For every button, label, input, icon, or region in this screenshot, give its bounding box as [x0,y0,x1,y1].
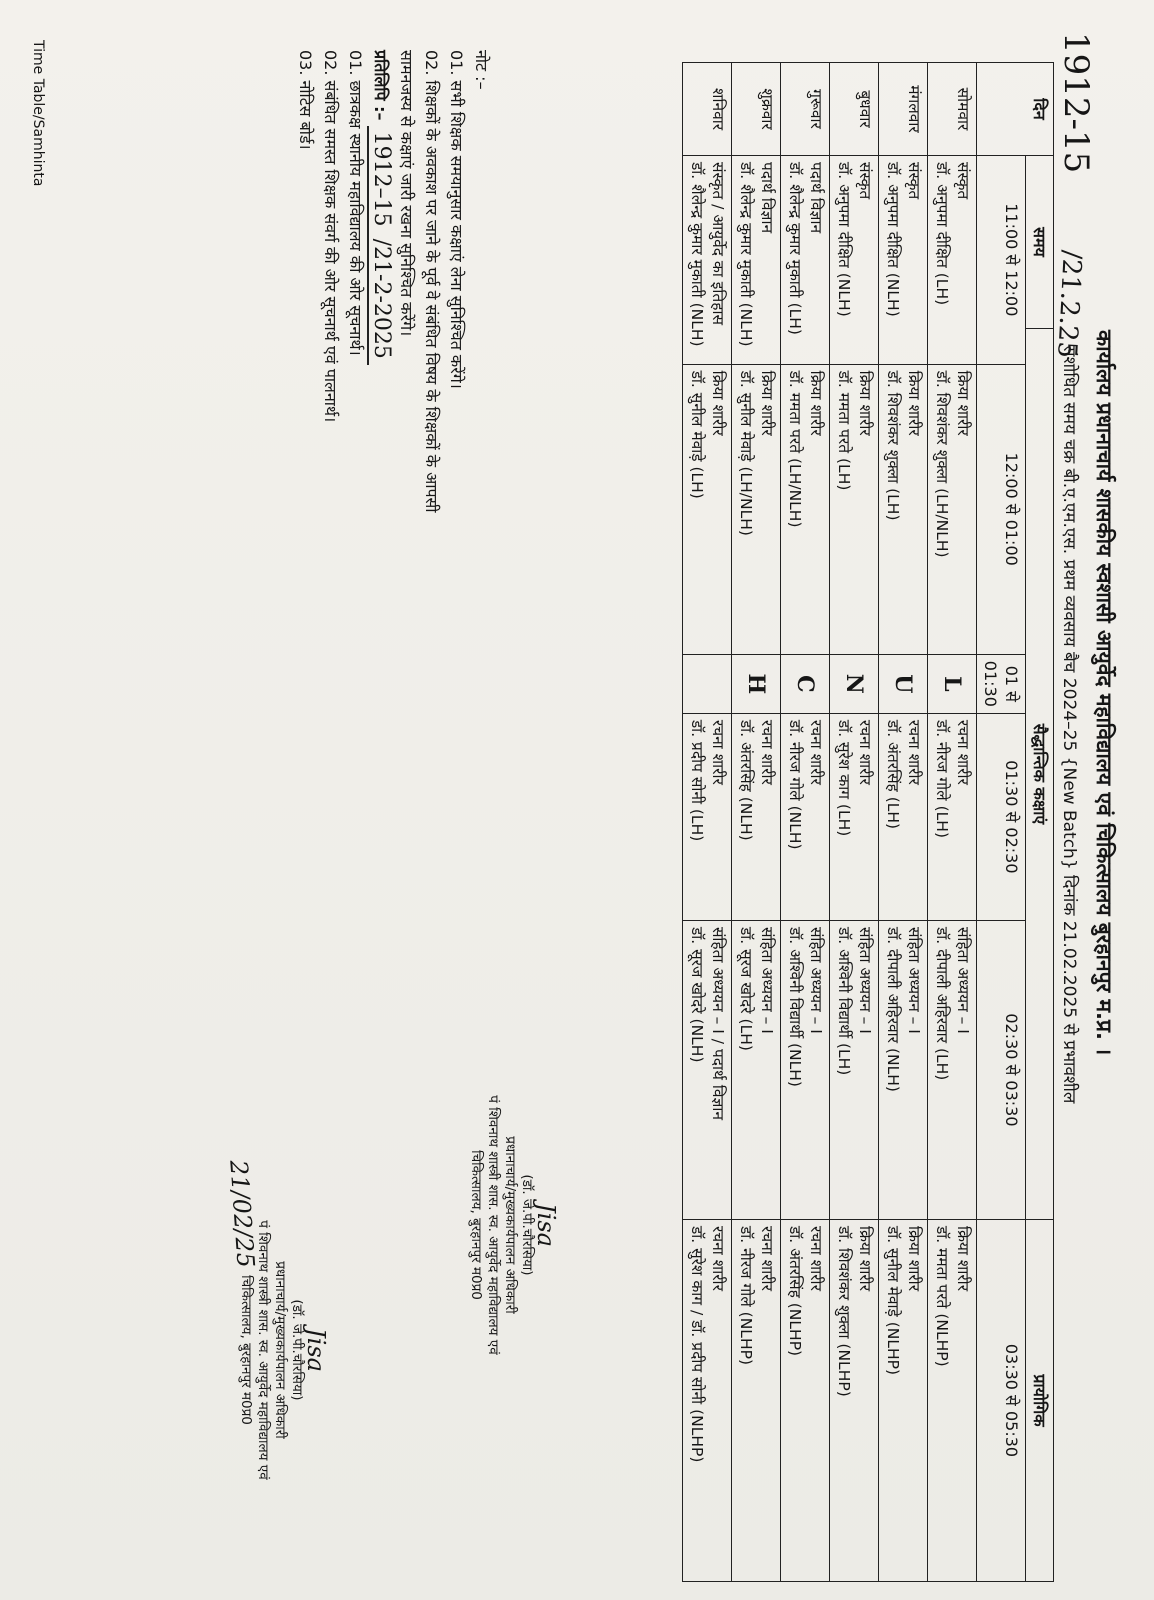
class-cell [928,713,977,920]
practical-cell [683,1219,732,1581]
teacher: डॉ. दीपाली अहिरवार (NLH) [884,926,902,1092]
subject: रचना शारीर [758,1225,776,1291]
handwritten-reference-number: 1912-15 [1056,32,1096,174]
signatory-name: (डॉ. जे.पी.चौरसिया) [289,1299,305,1401]
theory-group-header: सैद्धान्तिक कक्षाएं [1026,329,1054,1220]
teacher: डॉ. अनुपमा दीक्षित (LH) [933,162,951,306]
teacher: डॉ. शिवशंकर शुक्ला (NLHP) [835,1225,853,1397]
subject: संहिता अध्ययन – I / पदार्थ विज्ञान [709,926,727,1121]
class-cell [830,364,879,654]
day-cell: मंगलवार [879,63,928,156]
day-cell: शनिवार [683,63,732,156]
time-slot-header: 12:00 से 01:00 [977,364,1026,654]
practical-group-header: प्रायोगिक [1026,1219,1054,1581]
time-slot-header: 02:30 से 03:30 [977,920,1026,1219]
signatory-designation: प्रधानाचार्य/मुख्यकार्यपालन अधिकारी [502,1136,518,1314]
subject: संस्कृत [905,162,923,200]
signature-mark: Jisa [302,1328,330,1372]
lunch-letter: H [732,654,781,713]
copy-handwritten-ref: 1912–15 [367,126,394,233]
teacher: डॉ. दीपाली अहिरवार (LH) [933,926,951,1081]
subject: रचना शारीर [905,719,923,785]
note-item: सामनजस्य से कक्षाएं जारी रखना सुनिश्चित करेंगे। [397,50,416,337]
teacher: डॉ. ममता परते (LH) [835,370,853,491]
class-cell [879,156,928,365]
teacher: डॉ. अंतरसिंह (LH) [884,719,902,830]
note-item: 02. शिक्षकों के अवकाश पर जाने के पूर्व वे संबंधित विषय के शिक्षकों के आपसी [422,50,441,513]
teacher: डॉ. सुनील मेवाड़े (NLHP) [884,1225,902,1376]
signatory-org: चिकित्सालय, बुरहानपुर म0प्र0 [238,1275,254,1425]
practical-cell [781,1219,830,1581]
day-cell: बुधवार [830,63,879,156]
subject: रचना शारीर [709,1225,727,1291]
teacher: डॉ. शिवशंकर शुक्ला (LH) [884,370,902,521]
subject: संहिता अध्ययन – I [905,926,923,1034]
teacher: डॉ. अंतरसिंह (NLHP) [786,1225,804,1357]
table-row [830,63,879,1582]
class-cell [732,713,781,920]
class-cell [781,156,830,365]
footer-label: Time Table/Samhinta [30,40,46,187]
teacher: डॉ. अनुपमा दीक्षित (NLH) [835,162,853,317]
subject: पदार्थ विज्ञान [807,162,825,234]
subject: संहिता अध्ययन – I [856,926,874,1034]
table-row [781,63,830,1582]
note-item: 01. सभी शिक्षक समयानुसार कक्षाएं लेना सुनिश्चित करेंगे। [447,50,466,389]
class-cell [781,713,830,920]
table-row [683,63,732,1582]
day-cell: सोमवार [928,63,977,156]
copy-label: प्रतिलिपि :– [371,50,390,121]
subject: संस्कृत / आयुर्वेद का इतिहास [709,162,727,325]
class-cell [879,920,928,1219]
signature-block-1 [467,1060,560,1390]
teacher: डॉ. शैलेन्द्र कुमार मुकाती (NLH) [737,162,755,347]
day-cell: शुक्रवार [732,63,781,156]
class-cell [830,713,879,920]
time-slot-header: 03:30 से 05:30 [977,1219,1026,1581]
teacher: डॉ. सुरेश काग / डॉ. प्रदीप सोनी (NLHP) [688,1225,706,1463]
teacher: डॉ. नीरज गोले (LH) [933,719,951,838]
table-header-row [1026,63,1054,1582]
subject: रचना शारीर [807,719,825,785]
signatory-org: पं शिवनाथ शास्त्री शास. स्व. आयुर्वेद महाविद्यालय एवं [485,1095,501,1355]
lunch-letter: L [928,654,977,713]
class-cell [781,920,830,1219]
lunch-letter: U [879,654,928,713]
subject: क्रिया शारीर [905,1225,923,1292]
class-cell [879,364,928,654]
timetable-table [682,62,1054,1582]
teacher: डॉ. नीरज गोले (NLHP) [737,1225,755,1365]
class-cell [781,364,830,654]
class-cell [830,156,879,365]
subject: क्रिया शारीर [954,370,972,436]
subject: क्रिया शारीर [856,1225,874,1292]
subject: रचना शारीर [807,1225,825,1291]
teacher: डॉ. सुरेश काग (LH) [835,719,853,837]
teacher: डॉ. ममता परते (LH/NLH) [786,370,804,528]
table-row [732,63,781,1582]
subject: संहिता अध्ययन – I [807,926,825,1034]
subject: क्रिया शारीर [954,1225,972,1292]
lunch-time-header: 01 से 01:30 [977,654,1026,713]
subject: क्रिया शारीर [905,370,923,436]
teacher: डॉ. ममता परते (NLHP) [933,1225,951,1367]
practical-cell [879,1219,928,1581]
signatory-designation: प्रधानाचार्य/मुख्यकार्यपालन अधिकारी [272,1261,288,1439]
teacher: डॉ. अश्विनी विद्यार्थी (LH) [835,926,853,1076]
class-cell [683,920,732,1219]
signature-mark: Jisa [532,1203,560,1247]
class-cell [732,156,781,365]
time-slot-header: 11:00 से 12:00 [977,156,1026,365]
teacher: डॉ. अश्विनी विद्यार्थी (NLH) [786,926,804,1087]
teacher: डॉ. सूरज खोदरे (NLH) [688,926,706,1063]
lunch-cell-empty [683,654,732,713]
signature-date: 21/02/25 [224,1159,260,1269]
subject: रचना शारीर [758,719,776,785]
signatory-org: चिकित्सालय, बुरहानपुर म0प्र0 [468,1150,484,1300]
subject: संहिता अध्ययन – I [954,926,972,1034]
time-column-header: समय [1026,156,1054,329]
teacher: डॉ. सुनील मेवाड़े (LH/NLH) [737,370,755,536]
subject: क्रिया शारीर [856,370,874,436]
class-cell [928,364,977,654]
subject: संस्कृत [856,162,874,200]
class-cell [732,920,781,1219]
subject: संहिता अध्ययन – I [758,926,776,1034]
subject: क्रिया शारीर [709,370,727,436]
subject: रचना शारीर [856,719,874,785]
class-cell [830,920,879,1219]
teacher: डॉ. प्रदीप सोनी (LH) [688,719,706,842]
teacher: डॉ. अंतरसिंह (NLH) [737,719,755,841]
class-cell [683,156,732,365]
day-cell: गुरूवार [781,63,830,156]
teacher: डॉ. शैलेन्द्र कुमार मुकाती (NLH) [688,162,706,347]
teacher: डॉ. अनुपमा दीक्षित (NLH) [884,162,902,317]
table-row [928,63,977,1582]
time-slot-header-row [977,63,1026,1582]
subject: रचना शारीर [709,719,727,785]
practical-cell [830,1219,879,1581]
copy-item: 02. संबंधित समस्त शिक्षक संवर्ग की ओर सूचनार्थ एवं पालनार्थ। [321,50,340,423]
day-column-header: दिन [977,63,1054,156]
subject: पदार्थ विज्ञान [758,162,776,234]
class-cell [732,364,781,654]
signatory-name: (डॉ. जे.पी.चौरसिया) [519,1174,535,1276]
timetable-subtitle: संशोधित समय चक्र बी.ए.एम.एस. प्रथम व्यवसाय बैच 2024–25 {New Batch} दिनांक 21.02.2025 से प्रभावशील [1059,345,1079,1104]
lunch-letter: C [781,654,830,713]
copy-item: 01. छात्रकक्ष स्थानीय महाविद्यालय की ओर सूचनार्थ। [346,50,365,356]
subject: संस्कृत [954,162,972,200]
notes-heading: नोट :– [472,50,491,90]
teacher: डॉ. सुनील मेवाड़े (LH) [688,370,706,499]
class-cell [683,364,732,654]
copy-line [368,50,394,1050]
subject: क्रिया शारीर [807,370,825,436]
practical-cell [928,1219,977,1581]
signature-block-2 [237,1180,330,1520]
teacher: डॉ. सूरज खोदरे (LH) [737,926,755,1051]
office-title: कार्यालय प्रधानाचार्य शासकीय स्वशासी आयुर्वेद महाविद्यालय एवं चिकित्सालय बुरहानपुर म.प्र. । [1092,330,1116,1056]
teacher: डॉ. शैलेन्द्र कुमार मुकाती (LH) [786,162,804,335]
table-row [879,63,928,1582]
signatory-org: पं शिवनाथ शास्त्री शास. स्व. आयुर्वेद महाविद्यालय एवं [255,1220,271,1480]
teacher: डॉ. नीरज गोले (NLH) [786,719,804,850]
subject: क्रिया शारीर [758,370,776,436]
time-slot-header: 01:30 से 02:30 [977,713,1026,920]
notes-section [293,50,494,1050]
lunch-letter: N [830,654,879,713]
subject: रचना शारीर [954,719,972,785]
copy-handwritten-date: /21-2-2025 [367,233,394,365]
class-cell [928,920,977,1219]
copy-item: 03. नोटिस बोर्ड। [296,50,315,150]
handwritten-reference-date: /21.2.25 [1051,249,1087,359]
class-cell [683,713,732,920]
class-cell [928,156,977,365]
practical-cell [732,1219,781,1581]
class-cell [879,713,928,920]
teacher: डॉ. शिवशंकर शुक्ला (LH/NLH) [933,370,951,558]
